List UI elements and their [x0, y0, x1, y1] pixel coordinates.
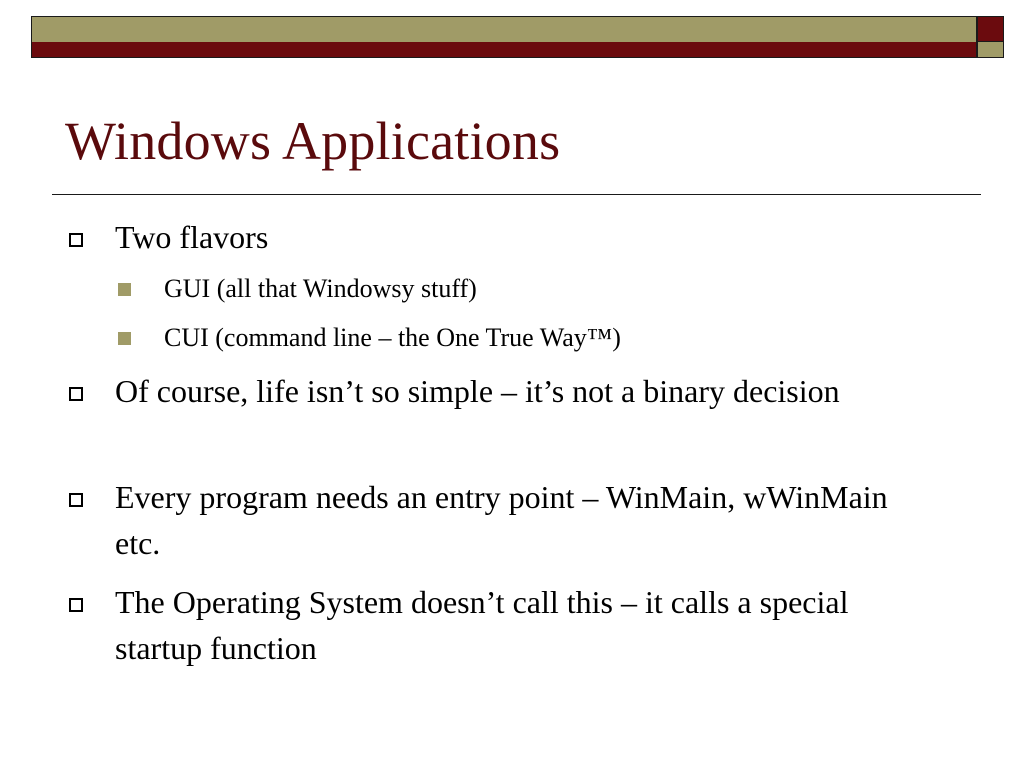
bullet-4-text: The Operating System doesn’t call this – it calls a special startup function: [115, 584, 849, 666]
hollow-square-icon: [69, 493, 83, 507]
hollow-square-icon: [69, 387, 83, 401]
sub-bullet-1-2-text: CUI (command line – the One True Way™): [164, 323, 621, 352]
bullet-1-text: Two flavors: [115, 219, 269, 255]
filled-square-icon: [118, 283, 131, 296]
bullet-2-text: Of course, life isn’t so simple – it’s not a binary decision: [115, 373, 840, 409]
filled-square-icon: [118, 332, 131, 345]
sub-bullet-1-1-text: GUI (all that Windowsy stuff): [164, 274, 477, 303]
slide-title: Windows Applications: [65, 111, 561, 171]
hollow-square-icon: [69, 233, 83, 247]
hollow-square-icon: [69, 598, 83, 612]
bullet-3-text: Every program needs an entry point – WinMain, wWinMain etc.: [115, 479, 888, 561]
